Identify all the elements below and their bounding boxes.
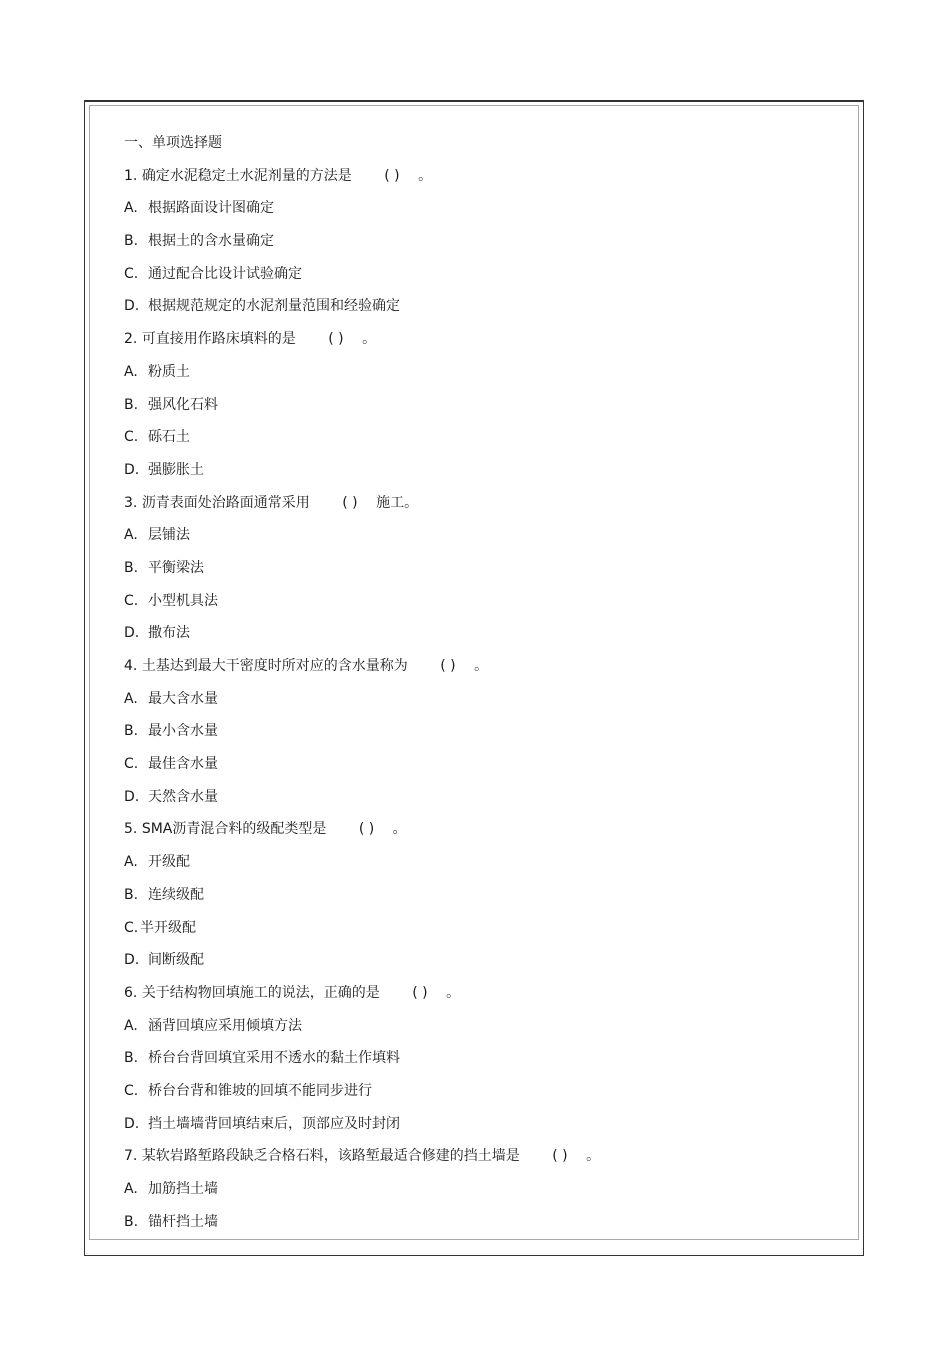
- question-number: 4.: [124, 658, 138, 674]
- question-stem: 土基达到最大干密度时所对应的含水量称为: [141, 658, 408, 674]
- option-text: 根据规范规定的水泥剂量范围和经验确定: [148, 298, 400, 315]
- option-letter: C.: [124, 429, 139, 446]
- option-text: 根据路面设计图确定: [148, 200, 274, 217]
- question-stem: SMA沥青混合料的级配类型是: [141, 821, 327, 838]
- question-stem: 可直接用作路床填料的是: [141, 331, 296, 348]
- option-text: 最小含水量: [148, 723, 218, 740]
- question-7: [124, 1146, 844, 1179]
- option-1c: [124, 264, 844, 297]
- option-letter: C.: [124, 1082, 139, 1099]
- option-2b: [124, 395, 844, 428]
- question-3: [124, 493, 844, 526]
- option-text: 涵背回填应采用倾填方法: [148, 1017, 302, 1034]
- option-text: 加筋挡土墙: [148, 1181, 218, 1197]
- question-end: 。: [362, 331, 377, 348]
- option-letter: C.: [124, 919, 139, 936]
- answer-blank: ( ): [440, 658, 456, 674]
- option-letter: D.: [124, 952, 140, 969]
- option-6a: [124, 1016, 844, 1049]
- section-title: 一、单项选择题: [124, 135, 222, 151]
- option-4a: [124, 689, 844, 722]
- answer-blank: ( ): [384, 167, 400, 184]
- question-end: 。: [474, 658, 489, 674]
- option-text: 半开级配: [140, 919, 196, 936]
- option-5b: [124, 885, 844, 918]
- option-letter: A.: [124, 690, 138, 707]
- option-text: 开级配: [148, 854, 190, 871]
- question-stem: 沥青表面处治路面通常采用: [141, 494, 310, 511]
- option-3b: [124, 558, 844, 591]
- option-letter: B.: [124, 233, 139, 250]
- question-end: 。: [392, 821, 407, 838]
- option-text: 粉质土: [148, 363, 190, 380]
- option-text: 强风化石料: [148, 396, 218, 413]
- option-letter: A.: [124, 200, 138, 217]
- question-5: [124, 819, 844, 852]
- question-number: 6.: [124, 984, 138, 1001]
- question-number: 2.: [124, 331, 138, 348]
- option-letter: C.: [124, 756, 139, 773]
- option-letter: A.: [124, 854, 138, 871]
- option-text: 撒布法: [148, 625, 190, 642]
- option-text: 通过配合比设计试验确定: [148, 265, 302, 282]
- option-1a: [124, 198, 844, 231]
- option-4c: [124, 754, 844, 787]
- option-4d: [124, 787, 844, 820]
- option-text: 最佳含水量: [148, 756, 218, 773]
- option-text: 桥台台背回填宜采用不透水的黏土作填料: [148, 1050, 400, 1067]
- option-2a: [124, 362, 844, 395]
- document-content: [124, 133, 844, 1244]
- option-2d: [124, 460, 844, 493]
- option-3c: [124, 591, 844, 624]
- answer-blank: ( ): [342, 494, 358, 511]
- option-1d: [124, 296, 844, 329]
- option-letter: A.: [124, 363, 138, 380]
- option-text: 锚杆挡土墙: [148, 1213, 218, 1230]
- option-text: 平衡梁法: [148, 559, 204, 576]
- question-number: 7.: [124, 1148, 138, 1165]
- option-text: 间断级配: [148, 952, 204, 969]
- option-2c: [124, 427, 844, 460]
- option-text: 砾石土: [148, 429, 190, 446]
- option-6b: [124, 1048, 844, 1081]
- option-letter: B.: [124, 396, 139, 413]
- option-letter: C.: [124, 265, 139, 282]
- question-end: 。: [418, 167, 433, 184]
- option-5a: [124, 852, 844, 885]
- option-text: 桥台台背和锥坡的回填不能同步进行: [148, 1082, 372, 1099]
- option-letter: B.: [124, 559, 139, 576]
- option-7b: [124, 1212, 844, 1245]
- option-letter: B.: [124, 886, 139, 903]
- question-end: 施工。: [376, 494, 419, 511]
- question-4: [124, 656, 844, 689]
- option-letter: D.: [124, 788, 140, 805]
- option-letter: A.: [124, 1181, 138, 1197]
- answer-blank: ( ): [358, 821, 375, 838]
- option-text: 小型机具法: [148, 592, 218, 609]
- question-6: [124, 983, 844, 1016]
- option-text: 挡土墙墙背回填结束后，顶部应及时封闭: [148, 1115, 400, 1132]
- question-number: 3.: [124, 494, 138, 511]
- option-letter: A.: [124, 527, 138, 544]
- option-letter: B.: [124, 1050, 139, 1067]
- question-stem: 某软岩路堑路段缺乏合格石料，该路堑最适合修建的挡土墙是: [141, 1148, 520, 1165]
- question-2: [124, 329, 844, 362]
- option-letter: D.: [124, 298, 140, 315]
- question-number: 1.: [124, 167, 138, 184]
- question-stem: 确定水泥稳定土水泥剂量的方法是: [141, 167, 352, 184]
- option-text: 根据土的含水量确定: [148, 233, 274, 250]
- option-5d: [124, 950, 844, 983]
- option-text: 最大含水量: [148, 690, 218, 707]
- option-3d: [124, 623, 844, 656]
- option-7a: [124, 1179, 844, 1212]
- page-frame-top-rule: [84, 100, 864, 102]
- option-text: 层铺法: [148, 527, 190, 544]
- option-letter: D.: [124, 1115, 140, 1132]
- answer-blank: ( ): [412, 984, 428, 1001]
- option-5c: [124, 918, 844, 951]
- option-text: 天然含水量: [148, 788, 218, 805]
- answer-blank: ( ): [328, 331, 344, 348]
- option-letter: B.: [124, 723, 139, 740]
- option-text: 连续级配: [148, 886, 204, 903]
- question-1: [124, 166, 844, 199]
- answer-blank: ( ): [552, 1148, 568, 1165]
- option-letter: B.: [124, 1213, 139, 1230]
- question-number: 5.: [124, 821, 138, 838]
- option-6c: [124, 1081, 844, 1114]
- question-end: 。: [446, 984, 461, 1001]
- option-letter: A.: [124, 1017, 138, 1034]
- option-letter: D.: [124, 625, 140, 642]
- option-text: 强膨胀土: [148, 461, 204, 478]
- option-letter: D.: [124, 461, 140, 478]
- option-4b: [124, 721, 844, 754]
- option-6d: [124, 1114, 844, 1147]
- option-1b: [124, 231, 844, 264]
- option-letter: C.: [124, 592, 139, 609]
- question-end: 。: [586, 1148, 601, 1165]
- question-stem: 关于结构物回填施工的说法，正确的是: [141, 984, 380, 1001]
- option-3a: [124, 525, 844, 558]
